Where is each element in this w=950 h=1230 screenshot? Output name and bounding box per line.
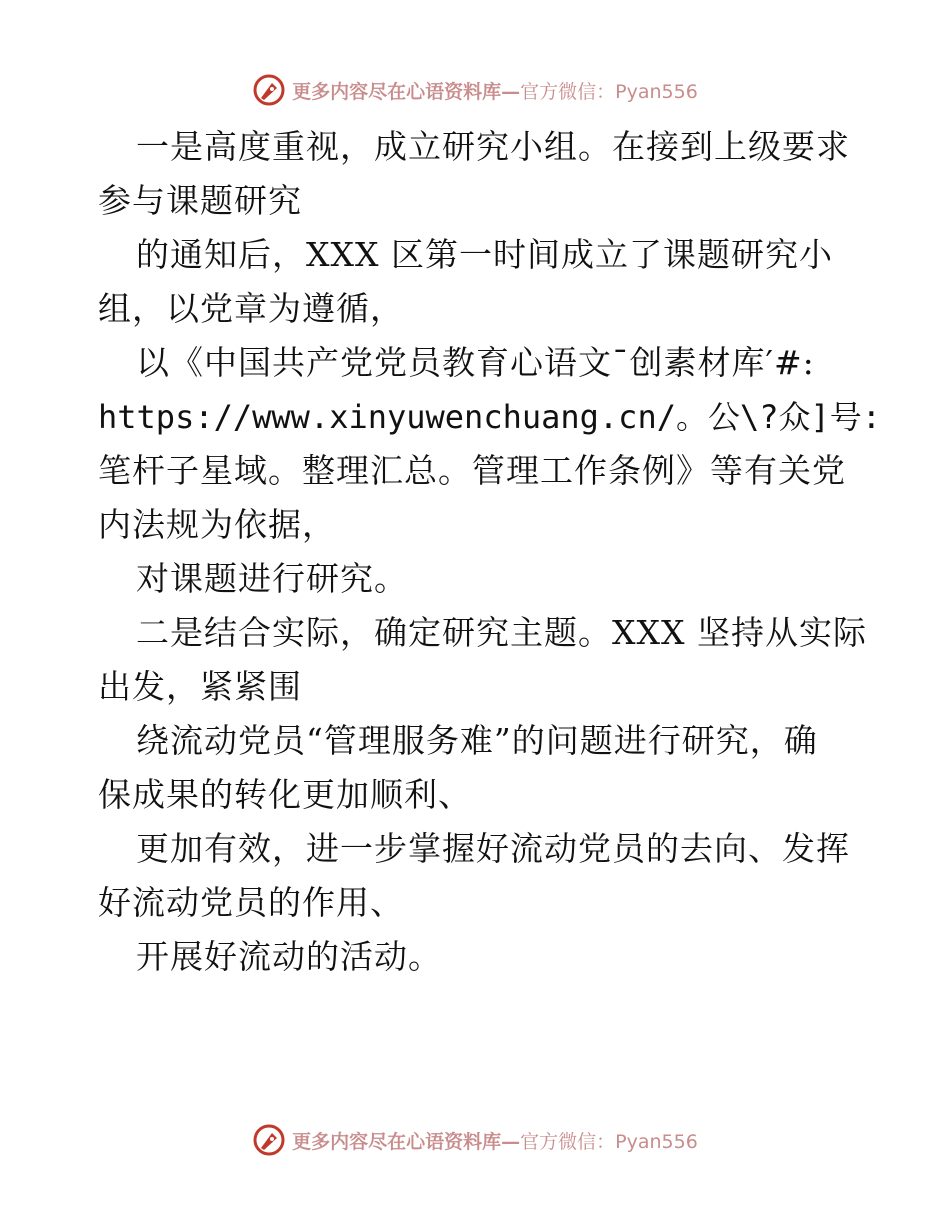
banner-wechat: 官方微信：Pyan556	[520, 80, 698, 103]
paragraph-line: 的通知后，XXX 区第一时间成立了课题研究小	[136, 235, 833, 274]
paragraph-line: 内法规为依据，	[98, 505, 336, 544]
banner-text: 更多内容尽在心语资料库—官方微信：Pyan556	[292, 1130, 698, 1153]
paragraph-line: 出发，紧紧围	[98, 667, 302, 706]
paragraph-line: 开展好流动的活动。	[136, 937, 442, 976]
paragraph-line: 更加有效，进一步掌握好流动党员的去向、发挥	[136, 829, 850, 868]
footer-banner	[0, 1120, 950, 1160]
paragraph-line-url: https://www.xinyuwenchuang.cn/。公\?众]号:	[98, 398, 882, 436]
paragraph-line: 组，以党章为遵循，	[98, 289, 404, 328]
paragraph-line: 以《中国共产党党员教育心语文¯创素材库′#:	[136, 343, 815, 382]
paragraph-line: 笔杆子星域。整理汇总。管理工作条例》等有关党	[98, 451, 846, 490]
paragraph-line: 参与课题研究	[98, 181, 302, 220]
paragraph-line: 保成果的转化更加顺利、	[98, 775, 472, 814]
paragraph-line: 对课题进行研究。	[136, 559, 408, 598]
header-banner	[0, 70, 950, 110]
banner-wechat: 官方微信：Pyan556	[520, 1130, 698, 1153]
document-body	[98, 120, 882, 984]
banner-text: 更多内容尽在心语资料库—官方微信：Pyan556	[292, 80, 698, 103]
paragraph-line: 好流动党员的作用、	[98, 883, 404, 922]
pen-nib-logo-icon	[252, 73, 286, 107]
pen-nib-logo-icon	[252, 1123, 286, 1157]
paragraph-line: 二是结合实际，确定研究主题。XXX 坚持从实际	[136, 613, 867, 652]
paragraph-line: 绕流动党员“管理服务难”的问题进行研究，确	[136, 721, 818, 760]
paragraph-line: 一是高度重视，成立研究小组。在接到上级要求	[136, 127, 850, 166]
